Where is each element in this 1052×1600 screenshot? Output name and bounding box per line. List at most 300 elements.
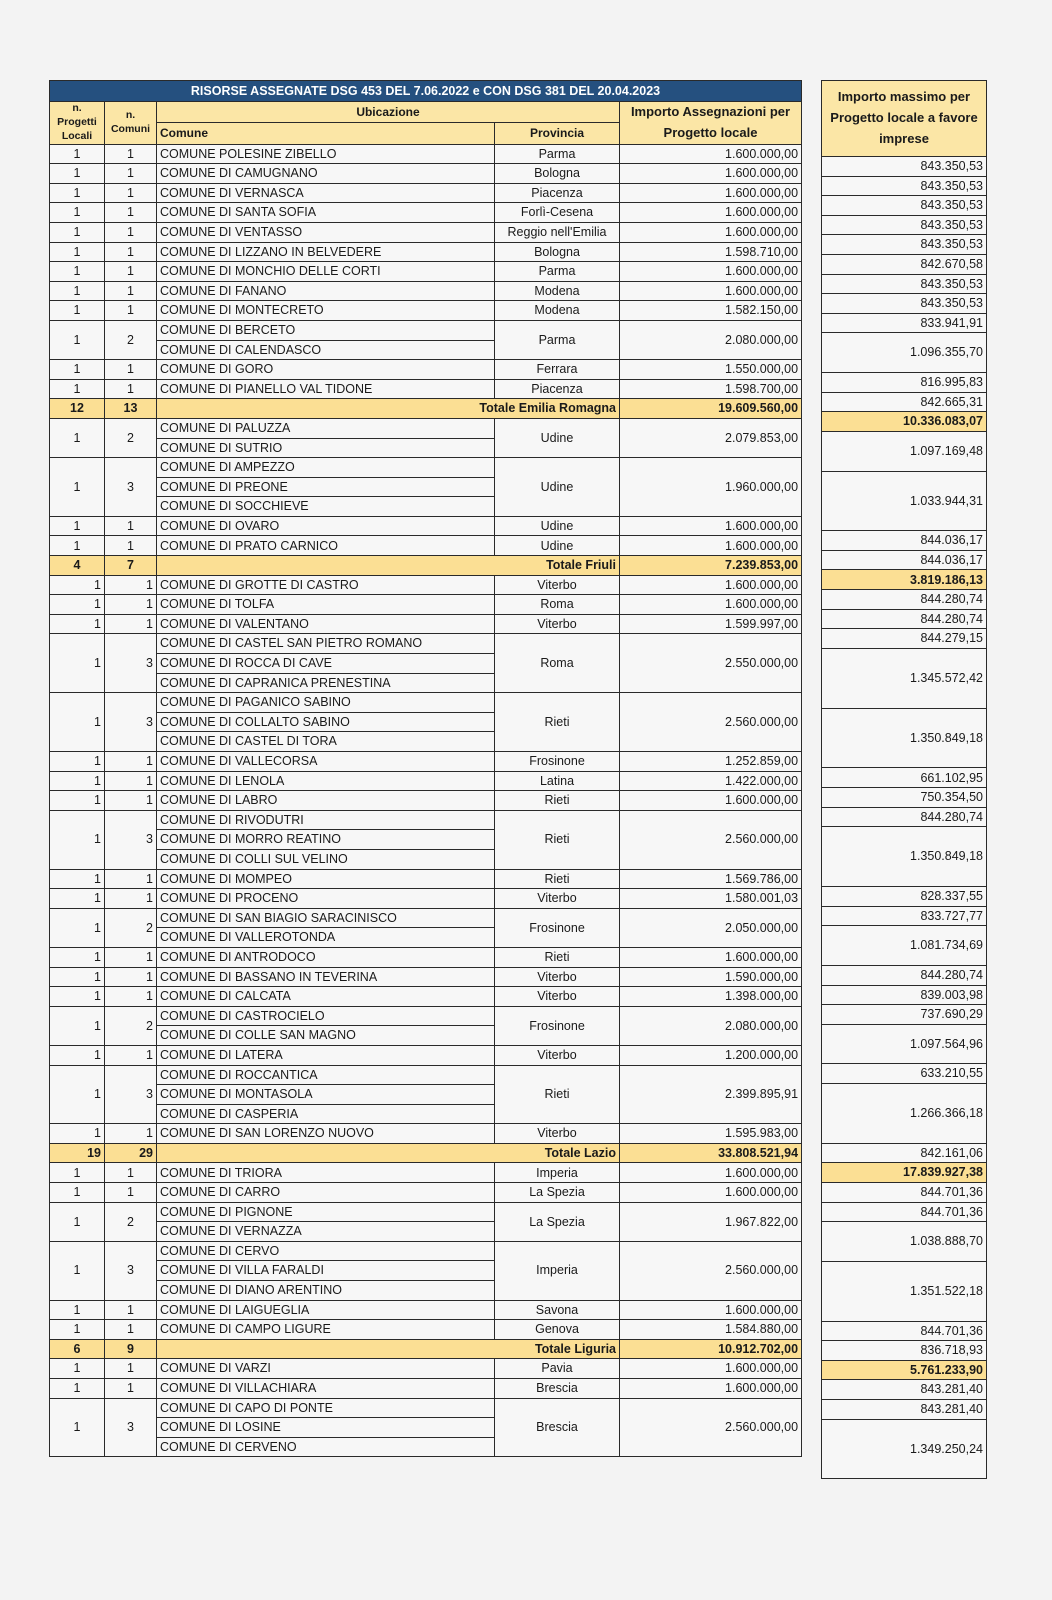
comune-name: COMUNE DI TRIORA [157, 1163, 495, 1183]
comuni-count: 1 [105, 144, 157, 164]
comuni-count: 1 [105, 771, 157, 791]
total-progetti: 12 [50, 399, 105, 419]
comune-name: COMUNE DI FANANO [157, 281, 495, 301]
side-row [822, 1341, 987, 1361]
comune-name: COMUNE DI VILLACHIARA [157, 1379, 495, 1399]
comune-name: COMUNE DI PIGNONE [157, 1202, 495, 1222]
total-label: Totale Liguria [157, 1339, 620, 1359]
max-amount-table [821, 80, 987, 1479]
importo-massimo: 1.097.564,96 [822, 1024, 987, 1064]
importo: 1.600.000,00 [620, 203, 802, 223]
region-total-row [50, 1143, 802, 1163]
comuni-count: 1 [105, 1045, 157, 1065]
header-progetti: n. Progetti Locali [50, 102, 105, 145]
progetti-count: 1 [50, 1065, 105, 1124]
comuni-count: 1 [105, 947, 157, 967]
table-row [50, 301, 802, 321]
importo-massimo: 633.210,55 [822, 1064, 987, 1084]
provincia: Brescia [495, 1398, 620, 1457]
total-importo: 19.609.560,00 [620, 399, 802, 419]
comuni-count: 3 [105, 458, 157, 517]
provincia: Parma [495, 320, 620, 359]
comuni-count: 1 [105, 889, 157, 909]
importo: 1.600.000,00 [620, 1359, 802, 1379]
side-row [822, 1202, 987, 1222]
importo: 1.598.700,00 [620, 379, 802, 399]
comuni-count: 1 [105, 183, 157, 203]
comune-name: COMUNE DI BERCETO [157, 320, 495, 340]
side-row [822, 235, 987, 255]
importo-massimo: 842.161,06 [822, 1143, 987, 1163]
side-row [822, 768, 987, 788]
progetti-count: 1 [50, 1241, 105, 1300]
comune-name: COMUNE DI CERVO [157, 1241, 495, 1261]
provincia: Frosinone [495, 1006, 620, 1045]
provincia: La Spezia [495, 1183, 620, 1203]
side-row [822, 1400, 987, 1420]
provincia: Udine [495, 458, 620, 517]
comune-name: COMUNE DI CALCATA [157, 987, 495, 1007]
total-label: Totale Emilia Romagna [157, 399, 620, 419]
comune-name: COMUNE DI VERNASCA [157, 183, 495, 203]
importo-massimo: 1.033.944,31 [822, 471, 987, 531]
progetti-count: 1 [50, 379, 105, 399]
total-massimo: 17.839.927,38 [822, 1163, 987, 1183]
provincia: Viterbo [495, 1045, 620, 1065]
comune-name: COMUNE DI PIANELLO VAL TIDONE [157, 379, 495, 399]
importo: 2.560.000,00 [620, 693, 802, 752]
comune-name: COMUNE DI LABRO [157, 791, 495, 811]
table-row [50, 1241, 802, 1261]
side-row [822, 313, 987, 333]
progetti-count: 1 [50, 1163, 105, 1183]
importo: 1.600.000,00 [620, 1183, 802, 1203]
importo-massimo: 1.097.169,48 [822, 431, 987, 471]
total-label: Totale Lazio [157, 1143, 620, 1163]
importo-massimo: 1.349.250,24 [822, 1419, 987, 1479]
progetti-count: 1 [50, 536, 105, 556]
comuni-count: 1 [105, 203, 157, 223]
provincia: Brescia [495, 1379, 620, 1399]
side-row [822, 788, 987, 808]
provincia: Bologna [495, 242, 620, 262]
total-massimo: 3.819.186,13 [822, 570, 987, 590]
importo: 1.569.786,00 [620, 869, 802, 889]
importo-massimo: 844.036,17 [822, 550, 987, 570]
importo: 2.079.853,00 [620, 418, 802, 457]
importo-massimo: 843.350,53 [822, 176, 987, 196]
table-row [50, 810, 802, 830]
comuni-count: 3 [105, 810, 157, 869]
importo: 1.600.000,00 [620, 791, 802, 811]
comune-name: COMUNE DI RIVODUTRI [157, 810, 495, 830]
comune-name: COMUNE DI CASTEL DI TORA [157, 732, 495, 752]
importo-massimo: 1.096.355,70 [822, 333, 987, 373]
comune-name: COMUNE DI GROTTE DI CASTRO [157, 575, 495, 595]
side-total-row [822, 1360, 987, 1380]
importo: 1.200.000,00 [620, 1045, 802, 1065]
provincia: Latina [495, 771, 620, 791]
table-row [50, 752, 802, 772]
importo-massimo: 843.350,53 [822, 196, 987, 216]
comune-name: COMUNE DI CARRO [157, 1183, 495, 1203]
importo: 1.598.710,00 [620, 242, 802, 262]
table-row [50, 281, 802, 301]
comune-name: COMUNE DI MONTASOLA [157, 1085, 495, 1105]
side-row [822, 926, 987, 966]
comuni-count: 2 [105, 1202, 157, 1241]
side-row [822, 609, 987, 629]
provincia: Viterbo [495, 575, 620, 595]
table-row [50, 869, 802, 889]
table-row [50, 144, 802, 164]
importo-massimo: 844.280,74 [822, 609, 987, 629]
total-massimo: 10.336.083,07 [822, 412, 987, 432]
importo: 1.599.997,00 [620, 614, 802, 634]
comuni-count: 1 [105, 1359, 157, 1379]
table-row [50, 771, 802, 791]
importo: 1.600.000,00 [620, 281, 802, 301]
comune-name: COMUNE DI LENOLA [157, 771, 495, 791]
importo-massimo: 843.350,53 [822, 274, 987, 294]
side-row [822, 157, 987, 177]
provincia: Viterbo [495, 889, 620, 909]
comune-name: COMUNE DI VENTASSO [157, 222, 495, 242]
provincia: Viterbo [495, 987, 620, 1007]
importo: 1.600.000,00 [620, 262, 802, 282]
provincia: Imperia [495, 1163, 620, 1183]
provincia: Frosinone [495, 752, 620, 772]
provincia: Viterbo [495, 1124, 620, 1144]
comuni-count: 1 [105, 987, 157, 1007]
importo: 1.600.000,00 [620, 575, 802, 595]
provincia: Piacenza [495, 183, 620, 203]
progetti-count: 1 [50, 889, 105, 909]
progetti-count: 1 [50, 967, 105, 987]
comune-name: COMUNE DI VERNAZZA [157, 1222, 495, 1242]
comune-name: COMUNE DI ANTRODOCO [157, 947, 495, 967]
comuni-count: 1 [105, 595, 157, 615]
provincia: Rieti [495, 947, 620, 967]
importo-massimo: 737.690,29 [822, 1005, 987, 1025]
provincia: Rieti [495, 869, 620, 889]
progetti-count: 1 [50, 987, 105, 1007]
progetti-count: 1 [50, 791, 105, 811]
comuni-count: 1 [105, 301, 157, 321]
importo: 1.422.000,00 [620, 771, 802, 791]
table-row [50, 1163, 802, 1183]
importo-massimo: 844.701,36 [822, 1321, 987, 1341]
side-row [822, 1143, 987, 1163]
total-massimo: 5.761.233,90 [822, 1360, 987, 1380]
provincia: Roma [495, 634, 620, 693]
table-row [50, 1379, 802, 1399]
progetti-count: 1 [50, 1006, 105, 1045]
table-row [50, 1124, 802, 1144]
comune-name: COMUNE DI PREONE [157, 477, 495, 497]
side-row [822, 1005, 987, 1025]
comune-name: COMUNE DI VILLA FARALDI [157, 1261, 495, 1281]
importo-massimo: 661.102,95 [822, 768, 987, 788]
progetti-count: 1 [50, 575, 105, 595]
importo: 1.967.822,00 [620, 1202, 802, 1241]
progetti-count: 1 [50, 1359, 105, 1379]
side-row [822, 196, 987, 216]
importo: 1.398.000,00 [620, 987, 802, 1007]
importo-massimo: 843.281,40 [822, 1380, 987, 1400]
progetti-count: 1 [50, 1045, 105, 1065]
importo: 2.050.000,00 [620, 908, 802, 947]
comune-name: COMUNE DI CAMPO LIGURE [157, 1320, 495, 1340]
comuni-count: 2 [105, 1006, 157, 1045]
table-row [50, 203, 802, 223]
table-row [50, 1398, 802, 1418]
progetti-count: 1 [50, 614, 105, 634]
comuni-count: 2 [105, 320, 157, 359]
importo-massimo: 836.718,93 [822, 1341, 987, 1361]
comuni-count: 1 [105, 379, 157, 399]
importo-massimo: 844.701,36 [822, 1182, 987, 1202]
importo: 1.600.000,00 [620, 516, 802, 536]
total-importo: 7.239.853,00 [620, 556, 802, 576]
comuni-count: 1 [105, 1183, 157, 1203]
table-row [50, 908, 802, 928]
side-row [822, 965, 987, 985]
table-row [50, 1045, 802, 1065]
comuni-count: 1 [105, 164, 157, 184]
side-row [822, 1222, 987, 1262]
side-row [822, 1380, 987, 1400]
comune-name: COMUNE DI CASPERIA [157, 1104, 495, 1124]
provincia: Parma [495, 262, 620, 282]
progetti-count: 1 [50, 458, 105, 517]
provincia: Parma [495, 144, 620, 164]
provincia: Piacenza [495, 379, 620, 399]
comuni-count: 1 [105, 967, 157, 987]
progetti-count: 1 [50, 144, 105, 164]
progetti-count: 1 [50, 281, 105, 301]
comune-name: COMUNE DI BASSANO IN TEVERINA [157, 967, 495, 987]
table-row [50, 1006, 802, 1026]
importo-massimo: 1.351.522,18 [822, 1261, 987, 1321]
importo: 2.560.000,00 [620, 810, 802, 869]
progetti-count: 1 [50, 869, 105, 889]
comuni-count: 3 [105, 1065, 157, 1124]
importo-massimo: 1.350.849,18 [822, 827, 987, 887]
provincia: Pavia [495, 1359, 620, 1379]
side-row [822, 827, 987, 887]
comuni-count: 1 [105, 360, 157, 380]
importo: 1.580.001,03 [620, 889, 802, 909]
comune-name: COMUNE DI MONTECRETO [157, 301, 495, 321]
importo: 1.600.000,00 [620, 164, 802, 184]
importo-massimo: 843.281,40 [822, 1400, 987, 1420]
comune-name: COMUNE DI COLLE SAN MAGNO [157, 1026, 495, 1046]
importo: 1.252.859,00 [620, 752, 802, 772]
comune-name: COMUNE DI SUTRIO [157, 438, 495, 458]
provincia: Ferrara [495, 360, 620, 380]
importo-massimo: 833.727,77 [822, 906, 987, 926]
total-progetti: 19 [50, 1143, 105, 1163]
comuni-count: 1 [105, 1300, 157, 1320]
side-row [822, 1321, 987, 1341]
side-row [822, 176, 987, 196]
importo: 2.560.000,00 [620, 1241, 802, 1300]
provincia: Modena [495, 301, 620, 321]
side-total-row [822, 570, 987, 590]
table-row [50, 575, 802, 595]
comuni-count: 1 [105, 614, 157, 634]
side-row [822, 254, 987, 274]
table-row [50, 1300, 802, 1320]
table-row [50, 379, 802, 399]
table-row [50, 183, 802, 203]
comuni-count: 1 [105, 281, 157, 301]
importo: 1.600.000,00 [620, 183, 802, 203]
table-row [50, 634, 802, 654]
side-row [822, 471, 987, 531]
progetti-count: 1 [50, 164, 105, 184]
table-row [50, 242, 802, 262]
table-row [50, 614, 802, 634]
importo: 1.600.000,00 [620, 595, 802, 615]
comuni-count: 1 [105, 536, 157, 556]
table-row [50, 418, 802, 438]
progetti-count: 1 [50, 771, 105, 791]
comune-name: COMUNE DI VALENTANO [157, 614, 495, 634]
allocations-table [49, 80, 802, 1457]
comuni-count: 1 [105, 222, 157, 242]
importo: 1.600.000,00 [620, 1163, 802, 1183]
progetti-count: 1 [50, 1124, 105, 1144]
side-row [822, 1064, 987, 1084]
comune-name: COMUNE DI LAIGUEGLIA [157, 1300, 495, 1320]
comuni-count: 1 [105, 575, 157, 595]
importo-massimo: 1.350.849,18 [822, 708, 987, 768]
comune-name: COMUNE DI SAN LORENZO NUOVO [157, 1124, 495, 1144]
total-comuni: 9 [105, 1339, 157, 1359]
progetti-count: 1 [50, 301, 105, 321]
table-row [50, 967, 802, 987]
total-importo: 10.912.702,00 [620, 1339, 802, 1359]
comune-name: COMUNE DI CAPO DI PONTE [157, 1398, 495, 1418]
table-row [50, 947, 802, 967]
comuni-count: 1 [105, 1379, 157, 1399]
importo-massimo: 816.995,83 [822, 373, 987, 393]
total-progetti: 4 [50, 556, 105, 576]
side-row [822, 807, 987, 827]
total-label: Totale Friuli [157, 556, 620, 576]
provincia: Genova [495, 1320, 620, 1340]
importo: 1.600.000,00 [620, 536, 802, 556]
provincia: Rieti [495, 791, 620, 811]
comune-name: COMUNE DI SOCCHIEVE [157, 497, 495, 517]
provincia: Viterbo [495, 967, 620, 987]
comuni-count: 3 [105, 693, 157, 752]
comune-name: COMUNE DI CERVENO [157, 1437, 495, 1457]
provincia: Roma [495, 595, 620, 615]
comune-name: COMUNE DI PALUZZA [157, 418, 495, 438]
importo-massimo: 1.345.572,42 [822, 648, 987, 708]
progetti-count: 1 [50, 183, 105, 203]
progetti-count: 1 [50, 360, 105, 380]
comune-name: COMUNE DI SANTA SOFIA [157, 203, 495, 223]
comune-name: COMUNE DI CAMUGNANO [157, 164, 495, 184]
importo-massimo: 844.036,17 [822, 531, 987, 551]
comune-name: COMUNE DI AMPEZZO [157, 458, 495, 478]
importo-massimo: 842.665,31 [822, 392, 987, 412]
progetti-count: 1 [50, 516, 105, 536]
importo: 1.582.150,00 [620, 301, 802, 321]
comune-name: COMUNE DI TOLFA [157, 595, 495, 615]
importo-massimo: 1.038.888,70 [822, 1222, 987, 1262]
importo-massimo: 842.670,58 [822, 254, 987, 274]
header-comune: Comune [157, 123, 495, 144]
comune-name: COMUNE DI CASTEL SAN PIETRO ROMANO [157, 634, 495, 654]
provincia: Savona [495, 1300, 620, 1320]
progetti-count: 1 [50, 320, 105, 359]
provincia: Udine [495, 418, 620, 457]
total-importo: 33.808.521,94 [620, 1143, 802, 1163]
provincia: Rieti [495, 1065, 620, 1124]
provincia: Modena [495, 281, 620, 301]
comune-name: COMUNE POLESINE ZIBELLO [157, 144, 495, 164]
importo-massimo: 843.350,53 [822, 235, 987, 255]
table-row [50, 1183, 802, 1203]
comuni-count: 3 [105, 634, 157, 693]
comuni-count: 1 [105, 242, 157, 262]
importo-massimo: 839.003,98 [822, 985, 987, 1005]
side-row [822, 215, 987, 235]
importo: 2.560.000,00 [620, 1398, 802, 1457]
importo-massimo: 844.279,15 [822, 629, 987, 649]
region-total-row [50, 1339, 802, 1359]
importo: 2.080.000,00 [620, 1006, 802, 1045]
progetti-count: 1 [50, 222, 105, 242]
importo-massimo: 750.354,50 [822, 788, 987, 808]
table-row [50, 320, 802, 340]
progetti-count: 1 [50, 693, 105, 752]
importo-massimo: 844.280,74 [822, 965, 987, 985]
importo-massimo: 1.266.366,18 [822, 1083, 987, 1143]
comune-name: COMUNE DI LOSINE [157, 1418, 495, 1438]
progetti-count: 1 [50, 262, 105, 282]
provincia: Frosinone [495, 908, 620, 947]
table-row [50, 262, 802, 282]
table-row [50, 458, 802, 478]
total-comuni: 7 [105, 556, 157, 576]
progetti-count: 1 [50, 1320, 105, 1340]
progetti-count: 1 [50, 1398, 105, 1457]
provincia: Udine [495, 536, 620, 556]
comune-name: COMUNE DI MOMPEO [157, 869, 495, 889]
comune-name: COMUNE DI OVARO [157, 516, 495, 536]
importo: 1.600.000,00 [620, 1300, 802, 1320]
importo: 1.595.983,00 [620, 1124, 802, 1144]
side-row [822, 708, 987, 768]
importo-massimo: 843.350,53 [822, 215, 987, 235]
importo-massimo: 833.941,91 [822, 313, 987, 333]
header-importo: Importo Assegnazioni per Progetto locale [620, 102, 802, 145]
side-row [822, 906, 987, 926]
comune-name: COMUNE DI PROCENO [157, 889, 495, 909]
comuni-count: 1 [105, 869, 157, 889]
progetti-count: 1 [50, 752, 105, 772]
comuni-count: 2 [105, 908, 157, 947]
side-row [822, 1419, 987, 1479]
header-massimo: Importo massimo per Progetto locale a favore imprese [822, 81, 987, 157]
side-row [822, 333, 987, 373]
